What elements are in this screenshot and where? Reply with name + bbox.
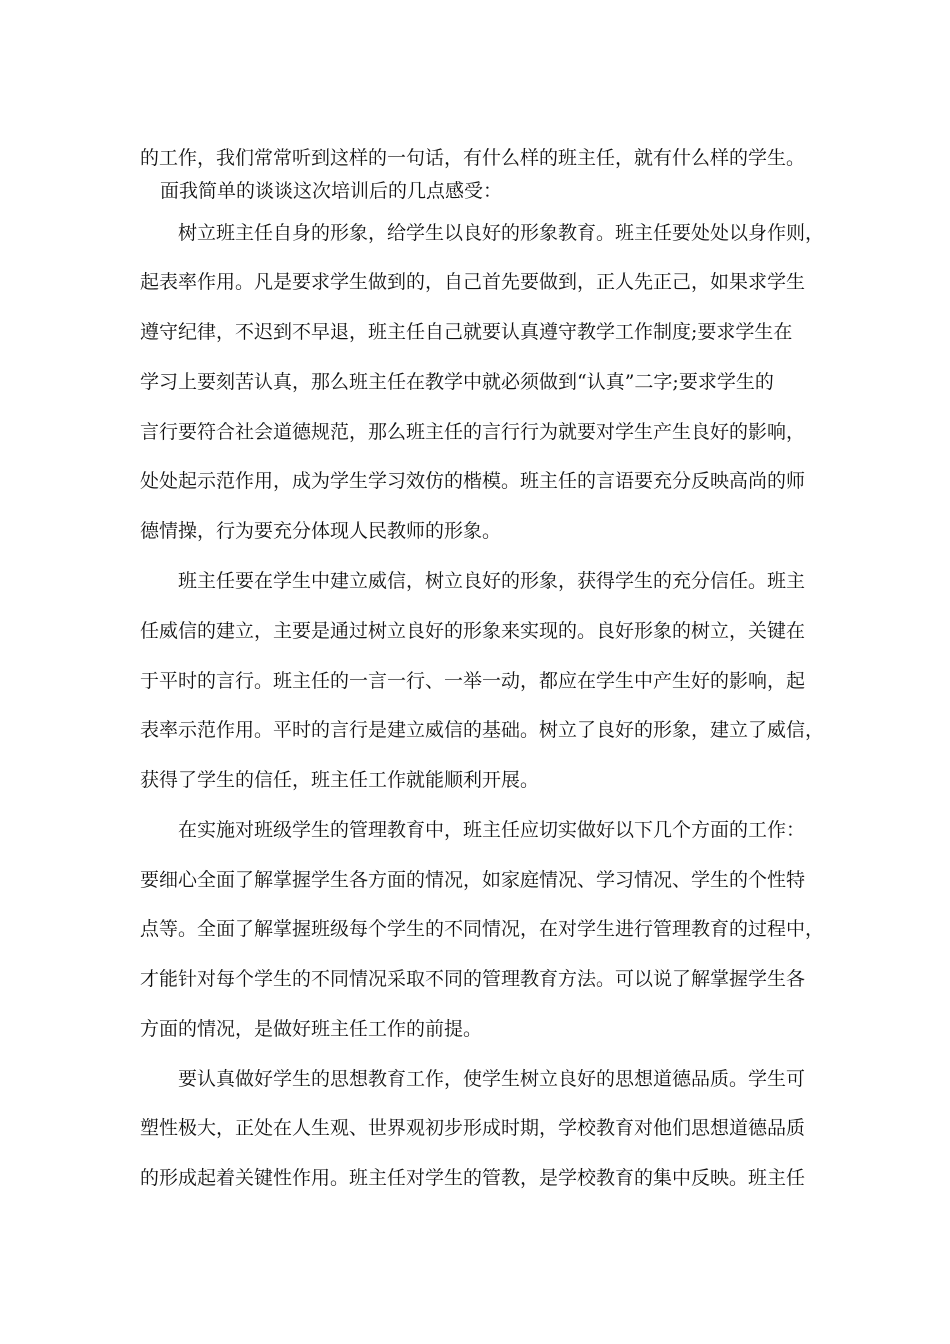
text-line: 遵守纪律，不迟到不早退，班主任自己就要认真遵守教学工作制度;要求学生在 bbox=[140, 321, 793, 343]
text-line: 表率示范作用。平时的言行是建立威信的基础。树立了良好的形象，建立了威信， bbox=[140, 719, 825, 741]
text-line: 学习上要刻苦认真，那么班主任在教学中就必须做到“认真”二字;要求学生的 bbox=[140, 371, 774, 393]
text-line: 面我简单的谈谈这次培训后的几点感受： bbox=[160, 180, 503, 202]
text-line: 点等。全面了解掌握班级每个学生的不同情况，在对学生进行管理教育的过程中， bbox=[140, 918, 825, 940]
paragraph-first-line: 要认真做好学生的思想教育工作，使学生树立良好的思想道德品质。学生可 bbox=[178, 1068, 806, 1090]
text-line: 任威信的建立，主要是通过树立良好的形象来实现的。良好形象的树立，关键在 bbox=[140, 620, 806, 642]
paragraph-first-line: 班主任要在学生中建立威信，树立良好的形象，获得学生的充分信任。班主 bbox=[178, 570, 806, 592]
paragraph-first-line: 树立班主任自身的形象，给学生以良好的形象教育。班主任要处处以身作则， bbox=[178, 222, 825, 244]
text-line: 于平时的言行。班主任的一言一行、一举一动，都应在学生中产生好的影响，起 bbox=[140, 670, 806, 692]
text-line: 处处起示范作用，成为学生学习效仿的楷模。班主任的言语要充分反映高尚的师 bbox=[140, 470, 806, 492]
text-line: 获得了学生的信任，班主任工作就能顺利开展。 bbox=[140, 769, 540, 791]
paragraph-first-line: 在实施对班级学生的管理教育中，班主任应切实做好以下几个方面的工作： bbox=[178, 819, 806, 841]
text-line: 要细心全面了解掌握学生各方面的情况，如家庭情况、学习情况、学生的个性特 bbox=[140, 869, 806, 891]
text-line: 的工作，我们常常听到这样的一句话，有什么样的班主任，就有什么样的学生。 bbox=[140, 147, 806, 169]
text-line: 德情操，行为要充分体现人民教师的形象。 bbox=[140, 520, 502, 542]
text-line: 起表率作用。凡是要求学生做到的，自己首先要做到，正人先正己，如果求学生 bbox=[140, 271, 806, 293]
text-line: 言行要符合社会道德规范，那么班主任的言行行为就要对学生产生良好的影响， bbox=[140, 421, 806, 443]
text-line: 方面的情况，是做好班主任工作的前提。 bbox=[140, 1018, 483, 1040]
text-line: 的形成起着关键性作用。班主任对学生的管教，是学校教育的集中反映。班主任 bbox=[140, 1167, 806, 1189]
text-line: 塑性极大，正处在人生观、世界观初步形成时期，学校教育对他们思想道德品质 bbox=[140, 1117, 806, 1139]
text-line: 才能针对每个学生的不同情况采取不同的管理教育方法。可以说了解掌握学生各 bbox=[140, 968, 806, 990]
